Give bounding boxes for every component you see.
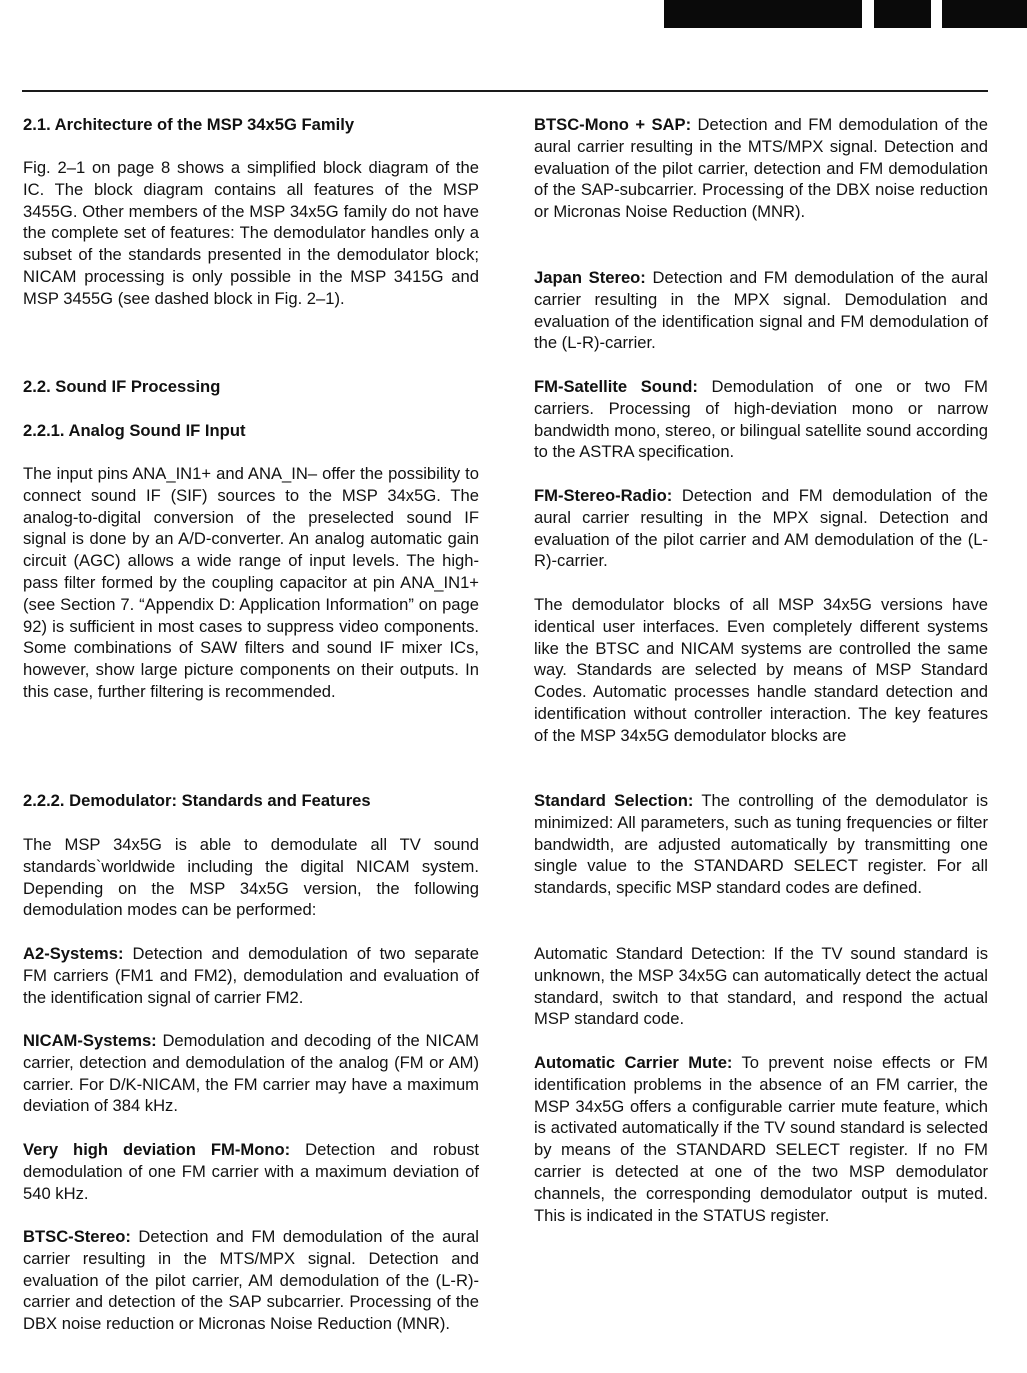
header-tab-block	[942, 0, 1027, 28]
feature-term: Automatic Carrier Mute:	[534, 1053, 733, 1072]
mode-text: Detection and FM demodulation of the aural carrier resulting in the MPX signal. Demodulation and evaluation of the identification signal and FM demodulation of the (L-R)-carrier.	[534, 268, 988, 353]
paragraph-text: The input pins ANA_IN1+ and ANA_IN– offer the possibility to connect sound IF (SIF) sources to the MSP 34x5G. The analog-to-digital conversion of the preselected sound IF signal is done by an A/D-converter. An analog automatic gain circuit (AGC) allows a wide range of input levels. The high-pass filter formed by the coupling capacitor at pin ANA_IN1+ (see Section 7. “Appendix D: Application Information” on page 92) is sufficient in most cases to suppress video components. Some combinations of SAW filters and sound IF mixer ICs, however, show large picture components on their outputs. In this case, further filtering is recommended.	[23, 464, 479, 701]
section-heading: 2.1. Architecture of the MSP 34x5G Family	[23, 115, 355, 134]
mode-text: Detection and FM demodulation of the aural carrier resulting in the MTS/MPX signal. Detection and evaluation of the pilot carrier, AM demodulation of the (L-R)-carrier and detection of the SAP subcarrier. Processing of the DBX noise reduction or Micronas Noise Reduction (MNR).	[23, 1227, 479, 1334]
mode-term: FM-Satellite Sound:	[534, 377, 698, 396]
mode-item	[534, 485, 988, 572]
feature-item	[534, 1052, 988, 1226]
mode-item	[534, 114, 988, 223]
section-2-2-2	[23, 790, 479, 812]
section-2-2-1	[23, 420, 479, 442]
mode-text: Detection and robust demodulation of one FM carrier with a maximum deviation of 540 kHz.	[23, 1140, 479, 1203]
mode-item	[23, 1139, 479, 1204]
section-heading: 2.2.1. Analog Sound IF Input	[23, 421, 246, 440]
mode-text: Demodulation of one or two FM carriers. Processing of high-deviation mono or narrow bandwidth mono, stereo, or bilingual satellite sound according to the ASTRA specification.	[534, 377, 988, 462]
mode-text: Detection and FM demodulation of the aural carrier resulting in the MPX signal. Detection and evaluation of the pilot carrier and AM demodulation of the (L-R)-carrier.	[534, 486, 988, 571]
paragraph	[23, 157, 479, 310]
mode-item	[534, 267, 988, 354]
mode-item	[23, 943, 479, 1008]
feature-item	[534, 943, 988, 1030]
mode-text: Detection and FM demodulation of the aural carrier resulting in the MTS/MPX signal. Detection and evaluation of the pilot carrier, detection and FM demodulation of the SAP-subcarrier. Processing of the DBX noise reduction or Micronas Noise Reduction (MNR).	[534, 115, 988, 222]
feature-text: The controlling of the demodulator is minimized: All parameters, such as tuning frequencies or filter bandwidth, are adjusted automatically by transmitting one single value to the STANDARD SELECT register. For all standards, specific MSP standard codes are defined.	[534, 791, 988, 898]
mode-term: NICAM-Systems:	[23, 1031, 157, 1050]
feature-term: Standard Selection:	[534, 791, 694, 810]
feature-item	[534, 790, 988, 899]
section-2-2	[23, 376, 479, 398]
feature-text: To prevent noise effects or FM identification problems in the absence of an FM carrier, the MSP 34x5G offers a configurable carrier mute feature, which is activated automatically if the TV sound standard is selected by means of the STANDARD SELECT register. If no FM carrier is detected at one of the two MSP demodulator channels, the corresponding demodulator output is muted. This is indicated in the STATUS register.	[534, 1053, 989, 1225]
paragraph-text: Fig. 2–1 on page 8 shows a simplified block diagram of the IC. The block diagram contains all features of the MSP 3455G. Other members of the MSP 34x5G family do not have the complete set of features: The demodulator handles only a subset of the standards presented in the demodulator block; NICAM processing is only possible in the MSP 3415G and MSP 3455G (see dashed block in Fig. 2–1).	[23, 158, 479, 308]
header-rule	[22, 90, 988, 92]
section-heading: 2.2. Sound IF Processing	[23, 377, 221, 396]
paragraph	[23, 463, 479, 703]
mode-item	[23, 1226, 479, 1335]
section-2-1	[23, 114, 479, 136]
paragraph-text: The demodulator blocks of all MSP 34x5G versions have identical user interfaces. Even completely different systems like the BTSC and NICAM systems are controlled the same way. Standards are selected by means of MSP Standard Codes. Automatic processes handle standard detection and identification without controller interaction. The key features of the MSP 34x5G demodulator blocks are	[534, 595, 988, 745]
paragraph-text: The MSP 34x5G is able to demodulate all TV sound standards`worldwide including the digital NICAM system. Depending on the MSP 34x5G version, the following demodulation modes can be performed:	[23, 835, 479, 920]
section-heading: 2.2.2. Demodulator: Standards and Features	[23, 791, 371, 810]
mode-term: BTSC-Stereo:	[23, 1227, 131, 1246]
feature-text: Automatic Standard Detection: If the TV sound standard is unknown, the MSP 34x5G can automatically detect the actual standard, switch to that standard, and respond the actual MSP standard code.	[534, 944, 988, 1029]
mode-item	[23, 1030, 479, 1117]
mode-term: A2-Systems:	[23, 944, 124, 963]
paragraph	[534, 594, 988, 747]
mode-text: Detection and demodulation of two separate FM carriers (FM1 and FM2), demodulation and evaluation of the identification signal of carrier FM2.	[23, 944, 479, 1007]
mode-term: Very high deviation FM-Mono:	[23, 1140, 291, 1159]
mode-term: BTSC-Mono + SAP:	[534, 115, 692, 134]
mode-item	[534, 376, 988, 463]
paragraph	[23, 834, 479, 921]
mode-text: Demodulation and decoding of the NICAM carrier, detection and demodulation of the analog (FM or AM) carrier. For D/K-NICAM, the FM carrier may have a maximum deviation of 384 kHz.	[23, 1031, 479, 1116]
mode-term: Japan Stereo:	[534, 268, 646, 287]
header-tab-block	[664, 0, 862, 28]
mode-term: FM-Stereo-Radio:	[534, 486, 673, 505]
header-tab-block	[874, 0, 931, 28]
